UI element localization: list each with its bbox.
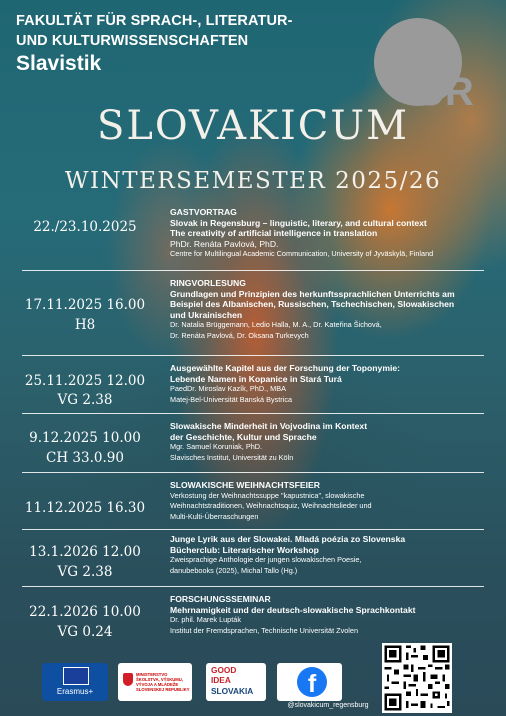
divider (22, 270, 484, 271)
event-title-line: und Ukrainischen (170, 309, 243, 320)
event-info (170, 363, 498, 405)
semester-heading: WINTERSEMESTER 2025/26 (64, 168, 442, 194)
event-category: FORSCHUNGSSEMINAR (170, 594, 271, 604)
faculty-line-1: FAKULTÄT FÜR SPRACH-, LITERATUR- (16, 13, 293, 29)
good-idea-country: SLOVAKIA (211, 686, 254, 696)
event-affiliation: Institut der Fremdsprachen, Technische Universität Zvolen (170, 625, 359, 635)
event-affiliation: Centre for Multilingual Academic Communication, University of Jyväskylä, Finland (170, 249, 434, 259)
divider (22, 529, 484, 530)
ur-logo (366, 17, 506, 117)
event-place: VG 2.38 (57, 564, 113, 580)
event-info (170, 421, 498, 463)
event-speaker: PhDr. Renáta Pavlová, PhD. (170, 238, 279, 249)
event-info (170, 594, 498, 636)
good-idea-text (211, 666, 236, 685)
ministry-line: MINISTERSTVO (136, 672, 168, 677)
event-speaker: Dr. Renáta Pavlová, Dr. Oksana Turkevych (170, 330, 309, 340)
divider (22, 413, 484, 414)
qr-code[interactable] (382, 643, 452, 713)
event-info (170, 480, 498, 522)
event-category: RINGVORLESUNG (170, 278, 246, 288)
event-title-line: Lebende Namen in Kopanice in Stará Turá (170, 373, 342, 384)
slovak-crest-icon (123, 673, 133, 686)
faculty-name (16, 11, 293, 51)
event-date: 17.11.2025 16.00 (24, 297, 146, 313)
event-place: CH 33.0.90 (46, 450, 124, 466)
facebook-icon: f (307, 670, 317, 698)
event-speaker: Dr. Natalia Brüggemann, Ledio Halla, M. A., Dr. Kateřina Šichová, (170, 320, 382, 330)
event-affiliation: Slavisches Institut, Universität zu Köln (170, 452, 294, 462)
event-date: 11.12.2025 16.30 (24, 500, 146, 516)
event-category: SLOWAKISCHE WEIHNACHTSFEIER (170, 480, 320, 490)
event-title-line: der Geschichte, Kultur und Sprache (170, 431, 317, 442)
event-title-line: Slowakische Minderheit in Vojvodina im Kontext (170, 421, 368, 431)
event-speaker: PaedDr. Miroslav Kazík, PhD., MBA (170, 384, 286, 394)
event-date: 9.12.2025 10.00 (29, 430, 141, 446)
event-date: 22./23.10.2025 (33, 219, 137, 235)
event-title-line: Beispiel des Albanischen, Russischen, Tschechischen, Slowakischen (170, 299, 455, 310)
event-affiliation: Matej-Bel-Universität Banská Bystrica (170, 394, 293, 404)
social-handle: @slovakicum_regensburg (287, 702, 369, 709)
eu-flag-icon (63, 667, 89, 685)
event-title-line: Mehrnamigkeit und der deutsch-slowakische Sprachkontakt (170, 604, 416, 615)
ur-logo-text: UR (416, 70, 474, 114)
good-idea-slovakia-logo (206, 663, 266, 701)
event-place: VG 2.38 (57, 392, 113, 408)
ministry-line: ŠKOLSTVA, VÝSKUMU, (136, 677, 183, 682)
ministry-line: SLOVENSKEJ REPUBLIKY (136, 687, 190, 692)
divider (22, 586, 484, 587)
erasmus-logo (42, 663, 108, 701)
event-speaker: Mgr. Samuel Koruniak, PhD. (170, 442, 263, 452)
event-speaker: Dr. phil. Marek Lupták (170, 615, 241, 625)
good-idea-line: GOOD (211, 665, 237, 675)
event-category: GASTVORTRAG (170, 207, 237, 217)
event-description: Verkostung der Weihnachtssuppe "kapustnica", slowakische (170, 490, 365, 500)
event-title-line: Ausgewählte Kapitel aus der Forschung der Toponymie: (170, 363, 400, 373)
event-description: Multi-Kulti-Überraschungen (170, 511, 259, 521)
event-description: Weihnachtstraditionen, Weihnachtsquiz, Weihnachtslieder und (170, 501, 372, 511)
divider (22, 472, 484, 473)
event-date: 25.11.2025 12.00 (24, 373, 146, 389)
divider (22, 355, 484, 356)
event-date: 22.1.2026 10.00 (29, 604, 141, 620)
event-description: Zweisprachige Anthologie der jungen slowakischen Poesie, (170, 555, 362, 565)
event-info (170, 534, 498, 576)
ministry-logo (118, 663, 192, 701)
department-name: Slavistik (16, 52, 102, 75)
event-place: H8 (74, 317, 96, 333)
event-place: VG 0.24 (57, 624, 113, 640)
event-title-line: Grundlagen und Prinzipien des herkunftssprachlichen Unterrichts am (170, 288, 455, 299)
ministry-text (136, 672, 190, 692)
event-title-line: Bücherclub: Literarischer Workshop (170, 544, 319, 555)
faculty-line-2: UND KULTURWISSENSCHAFTEN (16, 33, 249, 49)
good-idea-line: IDEA (211, 674, 231, 685)
event-description: danubebooks (2025), Michal Tallo (Hg.) (170, 565, 298, 575)
event-date: 13.1.2026 12.00 (29, 544, 141, 560)
ministry-line: VÝVOJA A MLÁDEŽE (136, 682, 179, 687)
event-title-line: Junge Lyrik aus der Slowakei. Mladá poézia zo Slovenska (170, 534, 406, 544)
facebook-logo[interactable] (277, 663, 342, 701)
event-title-line: The creativity of artificial intelligence in translation (170, 228, 378, 239)
event-title-line: Slovak in Regensburg – linguistic, literary, and cultural context (170, 217, 427, 228)
event-info (170, 207, 498, 260)
page-title: SLOVAKICUM (96, 103, 410, 149)
event-info (170, 278, 498, 342)
erasmus-label: Erasmus+ (56, 687, 94, 696)
